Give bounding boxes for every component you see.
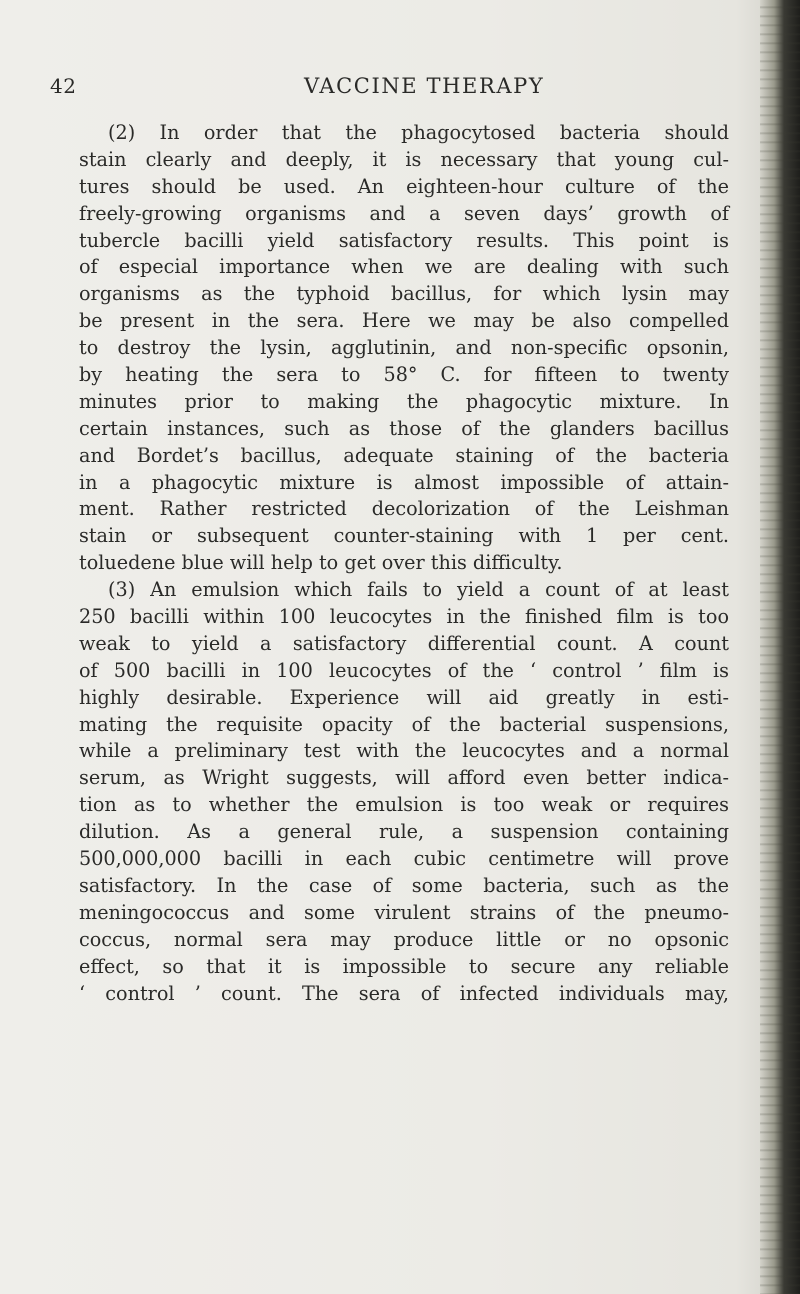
text-line: mating the requisite opacity of the bacterial suspensions, bbox=[79, 712, 729, 736]
text-line: ‘ control ’ count. The sera of infected individuals may, bbox=[79, 981, 729, 1005]
text-line: ment. Rather restricted decolorization of the Leishman bbox=[79, 497, 729, 521]
text-line: satisfactory. In the case of some bacteria, such as the bbox=[79, 873, 729, 897]
text-line: toluedene blue will help to get over this difficulty. bbox=[79, 551, 563, 575]
text-line: and Bordet’s bacillus, adequate staining of the bacteria bbox=[79, 443, 729, 467]
text-line: stain or subsequent counter-staining with 1 per cent. bbox=[79, 524, 729, 548]
text-line: highly desirable. Experience will aid greatly in esti- bbox=[79, 685, 729, 709]
text-line: by heating the sera to 58° C. for fifteen to twenty bbox=[79, 363, 729, 387]
text-line: (2) In order that the phagocytosed bacteria should bbox=[108, 121, 729, 144]
text-line: minutes prior to making the phagocytic mixture. In bbox=[79, 389, 729, 413]
text-line: of 500 bacilli in 100 leucocytes of the ‘ control ’ film is bbox=[79, 658, 729, 682]
text-line: tion as to whether the emulsion is too weak or requires bbox=[79, 793, 729, 817]
page-number: 42 bbox=[50, 74, 77, 98]
running-title: VACCINE THERAPY bbox=[304, 74, 545, 98]
body-text bbox=[79, 120, 729, 1007]
text-line: weak to yield a satisfactory differential count. A count bbox=[79, 631, 729, 655]
page-edge-shadow bbox=[760, 0, 800, 1294]
text-line: while a preliminary test with the leucocytes and a normal bbox=[79, 739, 729, 763]
text-line: be present in the sera. Here we may be also compelled bbox=[79, 309, 729, 333]
text-line: to destroy the lysin, agglutinin, and non-specific opsonin, bbox=[79, 336, 729, 360]
text-line: effect, so that it is impossible to secure any reliable bbox=[79, 954, 729, 978]
running-head bbox=[40, 74, 740, 104]
text-line: stain clearly and deeply, it is necessary that young cul- bbox=[79, 147, 729, 171]
text-line: meningococcus and some virulent strains of the pneumo- bbox=[79, 900, 729, 924]
text-line: dilution. As a general rule, a suspension containing bbox=[79, 820, 729, 844]
text-line: organisms as the typhoid bacillus, for which lysin may bbox=[79, 282, 729, 306]
text-line: (3) An emulsion which fails to yield a count of at least bbox=[108, 578, 729, 602]
text-line: certain instances, such as those of the glanders bacillus bbox=[79, 416, 729, 440]
text-line: 500,000,000 bacilli in each cubic centimetre will prove bbox=[79, 847, 729, 871]
text-line: tures should be used. An eighteen-hour culture of the bbox=[79, 174, 729, 198]
text-line: freely-growing organisms and a seven days’ growth of bbox=[79, 201, 729, 225]
text-line: tubercle bacilli yield satisfactory results. This point is bbox=[79, 228, 729, 252]
text-line: 250 bacilli within 100 leucocytes in the finished film is too bbox=[79, 605, 729, 629]
text-line: serum, as Wright suggests, will afford even better indica- bbox=[79, 766, 729, 790]
text-line: coccus, normal sera may produce little or no opsonic bbox=[79, 927, 729, 951]
text-line: in a phagocytic mixture is almost impossible of attain- bbox=[79, 470, 729, 494]
text-line: of especial importance when we are dealing with such bbox=[79, 255, 729, 279]
